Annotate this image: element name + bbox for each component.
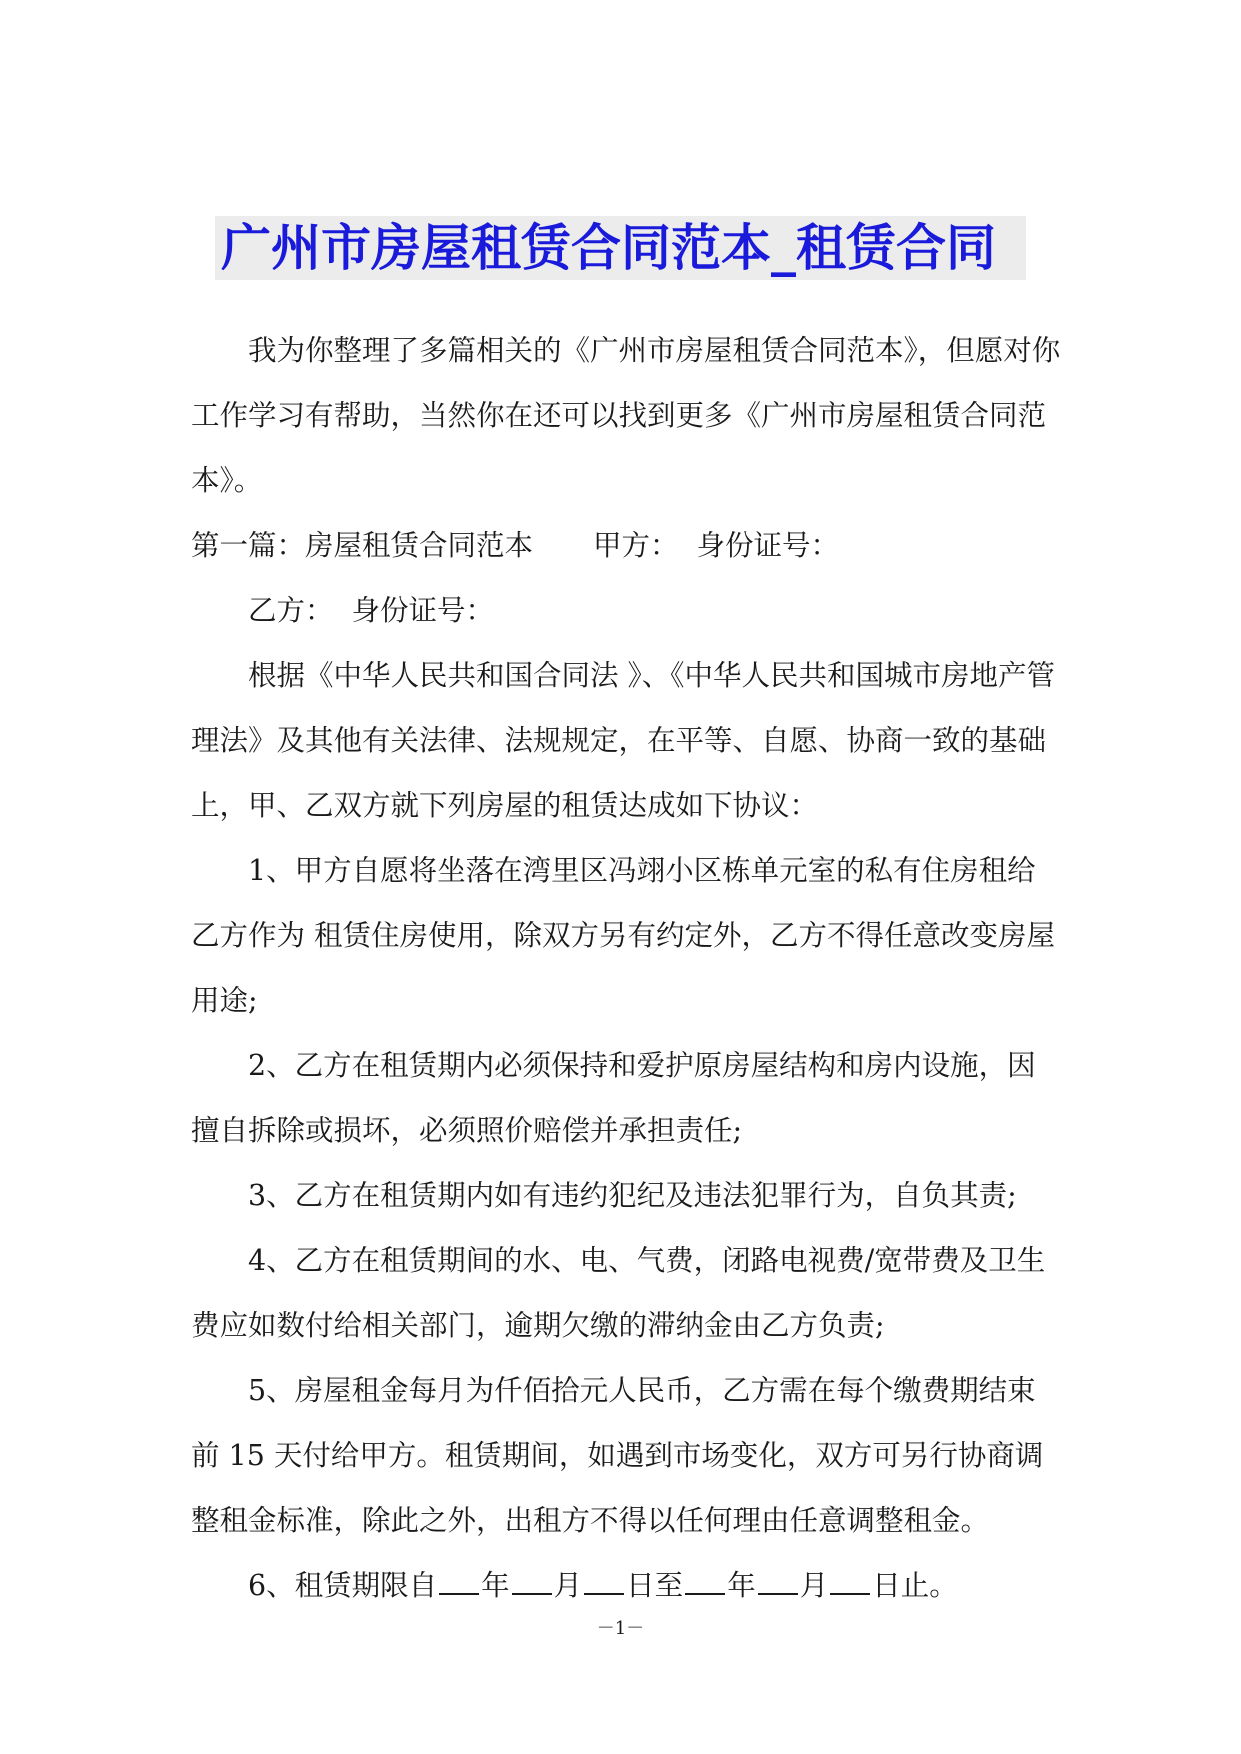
preamble-paragraph: 根据《中华人民共和国合同法 》、《中华人民共和国城市房地产管理法》及其他有关法律、法规规定，在平等、自愿、协商一致的基础上，甲、乙双方就下列房屋的租赁达成如下协议： [191,659,1056,822]
party-b-label: 乙方： [248,594,334,627]
intro-paragraph: 我为你整理了多篇相关的《广州市房屋租赁合同范本》，但愿对你工作学习有帮助，当然你在还可以找到更多《广州市房屋租赁合同范本》。 [191,334,1061,497]
blank-field [758,1567,798,1595]
clause-6-end: 日止。 [872,1569,958,1602]
clause-3: 3、乙方在租赁期内如有违约犯纪及违法犯罪行为，自负其责; [248,1179,1017,1212]
clause-2: 2、乙方在租赁期内必须保持和爱护原房屋结构和房内设施，因擅自拆除或损坏，必须照价赔偿并承担责任; [191,1049,1036,1147]
page-number: －1－ [596,1618,645,1639]
clause-1: 1、甲方自愿将坐落在湾里区冯翊小区栋单元室的私有住房租给乙方作为 租赁住房使用，除双方另有约定外，乙方不得任意改变房屋用途; [191,854,1056,1017]
party-a-id-label: 身份证号： [696,529,840,562]
clause-6-month-1: 月 [553,1569,583,1602]
clause-4: 4、乙方在租赁期间的水、电、气费，闭路电视费/宽带费及卫生费应如数付给相关部门，逾期欠缴的滞纳金由乙方负责; [191,1244,1046,1342]
blank-field [512,1567,552,1595]
clause-6 [191,1553,1061,1618]
clause-6-prefix: 6、租赁期限自 [248,1569,438,1602]
clause-6-year-1: 年 [481,1569,510,1602]
blank-field [584,1567,624,1595]
party-b-id-label: 身份证号： [351,594,495,627]
section-title: 第一篇：房屋租赁合同范本 [191,529,534,562]
clause-6-month-2: 月 [799,1569,829,1602]
blank-field [439,1567,479,1595]
party-a-label: 甲方： [593,529,679,562]
blank-field [830,1567,870,1595]
clause-5: 5、房屋租金每月为仟佰拾元人民币，乙方需在每个缴费期结束前 15 天付给甲方。租赁期间，如遇到市场变化，双方可另行协商调整租金标准，除此之外，出租方不得以任何理由任意调整租金。 [191,1374,1044,1537]
title-container [0,216,1241,280]
clause-6-day-1: 日至 [626,1569,684,1602]
section-heading [191,513,1061,578]
party-b-line [191,578,1061,643]
clause-6-year-2: 年 [727,1569,756,1602]
document-title: 广州市房屋租赁合同范本_租赁合同 [215,216,1026,280]
document-body [191,318,1061,1618]
blank-field [685,1567,725,1595]
